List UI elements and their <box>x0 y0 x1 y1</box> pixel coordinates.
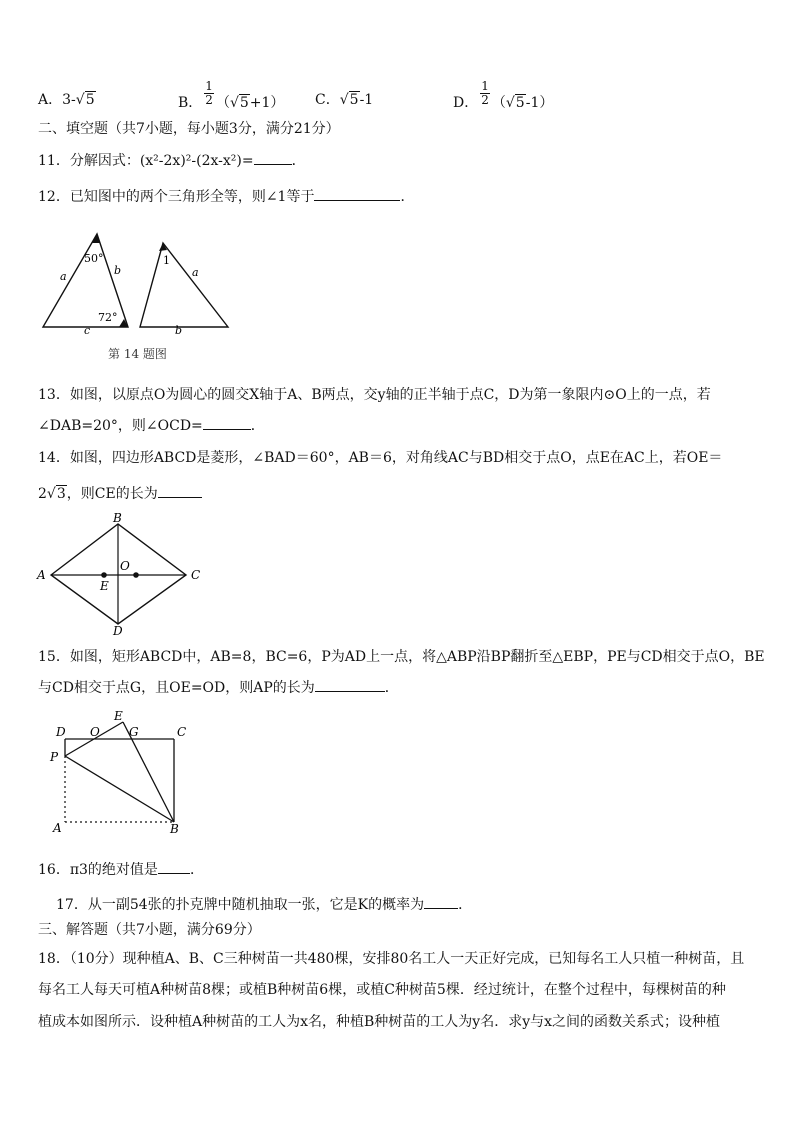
q10-options-row <box>38 79 758 111</box>
q18-line1: 18．（10分）现种植A、B、C三种树苗一共480棵，安排80名工人一天正好完成，已知每名工人只植一种树苗，且 <box>38 951 745 967</box>
option-a-radicand: 5 <box>85 92 95 108</box>
right-side-b-label: b <box>175 324 183 334</box>
option-c-sqrt: √5 <box>339 92 359 108</box>
option-c-radicand: 5 <box>349 92 359 108</box>
left-angle-top-label: 50° <box>84 252 104 265</box>
q12-figure <box>40 230 240 334</box>
option-a-label: A． <box>38 92 63 108</box>
option-d-close: -1） <box>525 94 554 111</box>
label-b: B <box>170 822 179 836</box>
option-d-open: （ <box>491 94 506 111</box>
q15-line2-text: 与CD相交于点G，且OE=OD，则AP的长为 <box>38 680 315 696</box>
q12-answer-blank[interactable] <box>314 200 400 201</box>
section3-heading: 三、解答题（共7小题，满分69分） <box>38 922 261 938</box>
option-c-tail: -1 <box>359 92 374 108</box>
q14-line1: 14．如图，四边形ABCD是菱形，∠BAD＝60°，AB＝6，对角线AC与BD相交于点O，点E在AC上，若OE＝ <box>38 450 723 466</box>
label-p: P <box>50 750 59 764</box>
q17-answer-blank[interactable] <box>424 908 458 909</box>
q17 <box>56 894 472 914</box>
left-side-a-label: a <box>60 270 67 283</box>
option-b-close: +1） <box>249 94 285 111</box>
q12 <box>38 186 414 206</box>
q18-line3: 植成本如图所示．设种植A种树苗的工人为x名，种植B种树苗的工人为y名．求y与x之间的函数关系式；设种植 <box>38 1014 721 1030</box>
point-e-dot <box>101 572 107 578</box>
label-o: O <box>90 725 100 739</box>
q14-figure <box>35 512 215 637</box>
q14-radicand: 3 <box>56 486 66 502</box>
label-c: C <box>177 725 187 739</box>
option-d <box>453 79 554 111</box>
q13-line2-text: ∠DAB=20°，则∠OCD= <box>38 418 203 434</box>
q16 <box>38 859 204 879</box>
label-d: D <box>113 624 123 637</box>
label-a: A <box>37 568 46 582</box>
label-c: C <box>191 568 201 582</box>
q15-line1: 15．如图，矩形ABCD中，AB=8，BC=6，P为AD上一点，将△ABP沿BP翻折至△EBP，PE与CD相交于点O，BE <box>38 649 765 665</box>
option-d-radicand: 5 <box>515 94 525 111</box>
option-b-sqrt: √5 <box>229 94 249 111</box>
q15-tail: ． <box>384 680 399 696</box>
q15-answer-blank[interactable] <box>315 691 385 692</box>
right-triangle <box>140 243 228 327</box>
option-d-num: 1 <box>481 79 489 93</box>
q12-figure-caption: 第 14 题图 <box>108 347 167 361</box>
option-d-den: 2 <box>481 93 489 107</box>
q11-text: 11．分解因式：(x²-2x)²-(2x-x²)= <box>38 153 254 169</box>
option-d-sqrt: √5 <box>505 94 525 111</box>
q14-line2-pre: 2 <box>38 486 47 502</box>
section2-heading: 二、填空题（共7小题，每小题3分，满分21分） <box>38 121 340 137</box>
right-side-a-label: a <box>192 266 199 279</box>
option-b-num: 1 <box>205 79 213 93</box>
q18-line2: 每名工人每天可植A种树苗8棵；或植B种树苗6棵，或植C种树苗5棵．经过统计，在整个过程中，每棵树苗的种 <box>38 982 726 998</box>
q16-text: 16．π3的绝对值是 <box>38 862 158 878</box>
option-d-fraction <box>480 80 490 107</box>
option-b-open: （ <box>215 94 230 111</box>
option-d-label: D． <box>453 94 479 111</box>
label-g: G <box>129 725 139 739</box>
option-b-label: B． <box>178 94 203 111</box>
right-angle-1-label: 1 <box>163 254 170 267</box>
q11-answer-blank[interactable] <box>254 164 292 165</box>
q15-figure <box>48 705 198 837</box>
q16-tail: ． <box>189 862 204 878</box>
q16-answer-blank[interactable] <box>158 873 190 874</box>
q14-answer-blank[interactable] <box>158 497 202 498</box>
label-d: D <box>56 725 66 739</box>
option-a-sqrt: √5 <box>75 92 95 108</box>
option-c-label: C． <box>315 92 340 108</box>
option-b-den: 2 <box>205 93 213 107</box>
label-e: E <box>100 579 109 593</box>
q12-text: 12．已知图中的两个三角形全等，则∠1等于 <box>38 189 315 205</box>
option-a-pre: 3- <box>62 92 76 108</box>
label-b: B <box>113 512 122 525</box>
q14-line2 <box>38 483 202 503</box>
left-side-b-label: b <box>114 264 122 277</box>
q11-tail: ． <box>291 153 306 169</box>
label-e: E <box>114 709 123 723</box>
option-a <box>38 89 96 109</box>
q14-line2-post: ，则CE的长为 <box>66 486 158 502</box>
q15-line2 <box>38 677 399 697</box>
q13-line1: 13．如图，以原点O为圆心的圆交X轴于A、B两点，交y轴的正半轴于点C，D为第一象限内⊙O上的一点，若 <box>38 387 711 403</box>
q13-answer-blank[interactable] <box>203 429 251 430</box>
q11 <box>38 150 306 170</box>
q13-tail: ． <box>250 418 265 434</box>
label-a: A <box>53 821 62 835</box>
point-dot-right <box>133 572 139 578</box>
q17-tail: ． <box>458 897 473 913</box>
left-angle-right-label: 72° <box>98 311 118 324</box>
option-b-fraction <box>204 80 214 107</box>
q13-line2 <box>38 415 265 435</box>
left-side-c-label: c <box>84 324 91 334</box>
option-b-radicand: 5 <box>239 94 249 111</box>
label-o: O <box>120 559 130 573</box>
q14-sqrt: √3 <box>46 486 66 502</box>
q12-tail: ． <box>400 189 415 205</box>
q17-text: 17．从一副54张的扑克牌中随机抽取一张，它是K的概率为 <box>56 897 425 913</box>
option-c <box>315 89 373 109</box>
option-b <box>178 79 285 111</box>
